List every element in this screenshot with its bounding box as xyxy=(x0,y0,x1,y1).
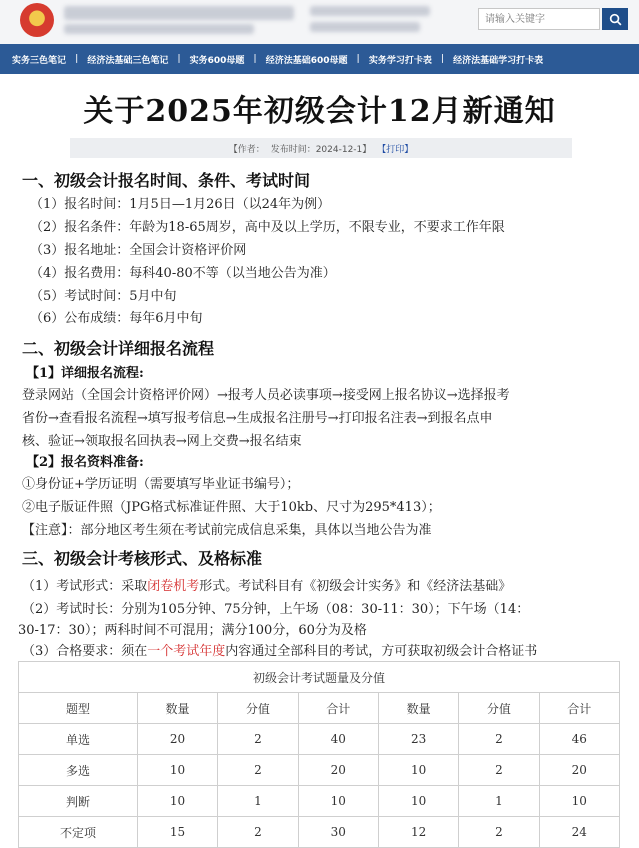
table-cell: 2 xyxy=(218,755,298,786)
nav-separator: | xyxy=(440,54,445,64)
nav-item-6[interactable]: 经济法基础学习打卡表 xyxy=(453,55,544,66)
info-line: （6）公布成绩：每年6月中旬 xyxy=(30,311,203,326)
table-header: 合计 xyxy=(298,693,378,724)
table-cell: 10 xyxy=(539,786,619,817)
nav-item-3[interactable]: 实务600母题 xyxy=(189,55,245,66)
table-cell: 多选 xyxy=(19,755,138,786)
meta-date: 发布时间：2024-12-1】 xyxy=(270,144,372,155)
table-cell: 20 xyxy=(298,755,378,786)
table-cell: 10 xyxy=(137,755,217,786)
site-logo[interactable] xyxy=(20,3,54,37)
table-caption: 初级会计考试题量及分值 xyxy=(19,662,620,693)
site-header xyxy=(0,0,639,44)
table-cell: 10 xyxy=(298,786,378,817)
search-input[interactable] xyxy=(478,8,600,30)
blurred-header-text-2 xyxy=(310,22,420,32)
table-cell: 46 xyxy=(539,724,619,755)
table-header: 分值 xyxy=(218,693,298,724)
table-cell: 12 xyxy=(378,817,458,848)
table-cell: 30 xyxy=(298,817,378,848)
pass-requirement-label: （3）合格要求：须在 xyxy=(22,644,148,659)
table-cell: 10 xyxy=(378,786,458,817)
table-cell: 2 xyxy=(218,817,298,848)
note-line: 【注意】：部分地区考生须在考试前完成信息采集，具体以当地公告为准 xyxy=(22,523,432,538)
main-nav xyxy=(0,44,639,74)
blurred-site-subtitle xyxy=(64,24,254,34)
table-row xyxy=(19,786,620,817)
pass-requirement-highlight: 一个考试年度 xyxy=(147,644,226,659)
table-cell: 15 xyxy=(137,817,217,848)
info-line: （5）考试时间：5月中旬 xyxy=(30,289,177,304)
score-table xyxy=(18,661,620,848)
exam-duration-line: （2）考试时长：分别为105分钟、75分钟，上午场（08：30-11：30）；下午场（14： xyxy=(22,602,530,617)
article-meta xyxy=(70,138,572,158)
blurred-header-text xyxy=(310,6,430,16)
section-1-heading: 一、初级会计报名时间、条件、考试时间 xyxy=(22,171,311,190)
exam-form-highlight: 闭卷机考 xyxy=(147,579,200,594)
flow-line: 省份→查看报名流程→填写报考信息→生成报名注册号→打印报名注表→到报名点申 xyxy=(22,411,493,426)
search-icon xyxy=(609,13,622,26)
table-cell: 10 xyxy=(378,755,458,786)
table-cell: 2 xyxy=(459,755,539,786)
table-cell: 1 xyxy=(218,786,298,817)
section-2-heading: 二、初级会计详细报名流程 xyxy=(22,339,215,358)
info-line: （4）报名费用：每科40-80不等（以当地公告为准） xyxy=(30,266,336,281)
pass-requirement-line xyxy=(22,640,537,659)
flow-line: 登录网站（全国会计资格评价网）→报考人员必读事项→接受网上报名协议→选择报考 xyxy=(22,388,510,403)
search-button[interactable] xyxy=(602,8,628,30)
table-cell: 1 xyxy=(459,786,539,817)
table-row xyxy=(19,817,620,848)
table-header-row xyxy=(19,693,620,724)
info-line: （3）报名地址：全国会计资格评价网 xyxy=(30,243,247,258)
table-cell: 2 xyxy=(459,817,539,848)
nav-item-1[interactable]: 实务三色笔记 xyxy=(12,55,67,66)
blurred-site-name xyxy=(64,6,294,20)
nav-item-5[interactable]: 实务学习打卡表 xyxy=(368,55,432,66)
table-cell: 20 xyxy=(137,724,217,755)
table-header: 合计 xyxy=(539,693,619,724)
exam-form-line xyxy=(22,575,511,594)
flow-line: 核、验证→领取报名回执表→网上交费→报名结束 xyxy=(22,434,302,449)
exam-form-rest: 形式。考试科目有《初级会计实务》和《经济法基础》 xyxy=(199,579,512,594)
info-line: （1）报名时间：1月5日—1月26日（以24年为例） xyxy=(30,197,331,212)
exam-form-label: （1）考试形式：采取 xyxy=(22,579,148,594)
table-cell: 23 xyxy=(378,724,458,755)
table-cell: 10 xyxy=(137,786,217,817)
nav-separator: | xyxy=(356,54,360,64)
nav-separator: | xyxy=(253,54,257,64)
table-cell: 判断 xyxy=(19,786,138,817)
print-link[interactable]: 【打印】 xyxy=(377,144,414,155)
meta-author: 【作者： xyxy=(228,144,265,155)
info-line: （2）报名条件：年龄为18-65周岁，高中及以上学历，不限专业，不要求工作年限 xyxy=(30,220,505,235)
table-cell: 24 xyxy=(539,817,619,848)
table-header: 数量 xyxy=(137,693,217,724)
nav-item-2[interactable]: 经济法基础三色笔记 xyxy=(87,55,169,66)
nav-separator: | xyxy=(177,54,181,64)
table-header: 分值 xyxy=(459,693,539,724)
table-cell: 2 xyxy=(218,724,298,755)
materials-subheading: 【2】报名资料准备: xyxy=(26,455,144,470)
table-row xyxy=(19,755,620,786)
material-line: ②电子版证件照（JPG格式标准证件照、大于10kb、尺寸为295*413）； xyxy=(22,500,441,515)
nav-separator: | xyxy=(75,54,79,64)
exam-duration-line-2: 30-17：30）；两科时间不可混用；满分100分，60分为及格 xyxy=(18,623,367,638)
flow-subheading: 【1】详细报名流程: xyxy=(26,366,144,381)
pass-requirement-rest: 内容通过全部科目的考试，方可获取初级会计合格证书 xyxy=(225,644,538,659)
table-header: 题型 xyxy=(19,693,138,724)
table-cell: 单选 xyxy=(19,724,138,755)
table-header: 数量 xyxy=(378,693,458,724)
table-row xyxy=(19,724,620,755)
article-title: 关于2025年初级会计12月新通知 xyxy=(83,94,556,129)
table-cell: 2 xyxy=(459,724,539,755)
section-3-heading: 三、初级会计考核形式、及格标准 xyxy=(22,549,263,568)
table-cell: 40 xyxy=(298,724,378,755)
table-cell: 不定项 xyxy=(19,817,138,848)
material-line: ①身份证+学历证明（需要填写毕业证书编号）； xyxy=(22,477,300,492)
nav-item-4[interactable]: 经济法基础600母题 xyxy=(265,55,348,66)
table-cell: 20 xyxy=(539,755,619,786)
